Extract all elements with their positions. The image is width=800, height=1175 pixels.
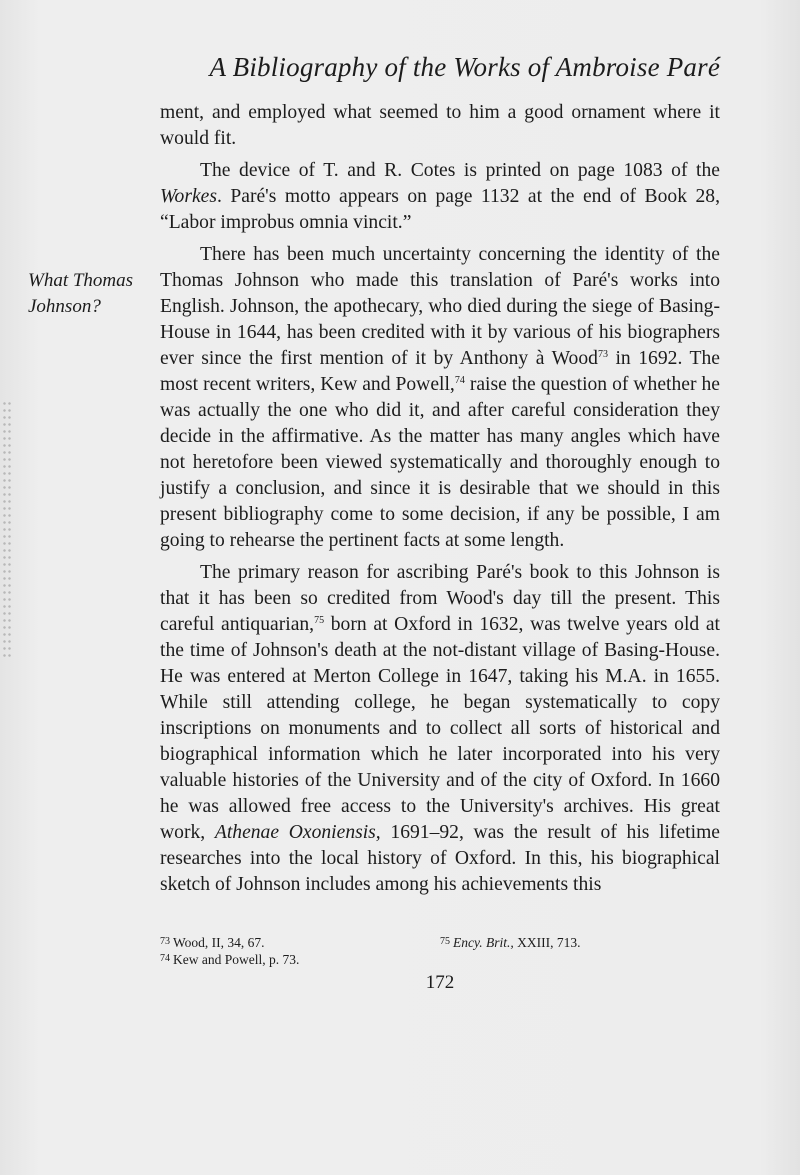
- binding-edge-marks: [2, 400, 12, 660]
- athenae-title: Athenae Oxoniensis,: [214, 822, 381, 843]
- footnote-number: 73: [160, 936, 170, 947]
- paragraph-4-part-d: 1691–92, was the result of his lifetime researches into the local history of Oxford. In this, his biographical sketch of Johnson includes among his achievements this: [160, 822, 721, 895]
- margin-note: [28, 268, 153, 320]
- paragraph-1: ment, and employed what seemed to him a good ornament where it would fit.: [160, 102, 720, 149]
- page-number: 172: [425, 972, 455, 993]
- paragraph-3-part-a: There has been much uncertainty concerning the identity of the Thomas Johnson who made this translation of Paré's works into English. Johnson, the apothecary, who died during the siege of Basing-House in 1644, has been credited with it by various of his biographers ever since the first mention of it by Anthony à Wood: [160, 244, 720, 369]
- footnote-number: 75: [440, 936, 450, 947]
- footnotes-right-column: [440, 934, 720, 951]
- footnote-75: [440, 934, 720, 951]
- margin-note-line-1: What Thomas: [28, 270, 134, 291]
- paragraph-3-part-c: raise the question of whether he was actually the one who did it, and after careful consideration they decide in the affirmative. As the matter has many angles which have not heretofore been viewed systematically and thoroughly enough to justify a conclusion, and since it is desirable that we should in this present bibliography come to some decision, if any be possible, I am going to rehearse the pertinent facts at some length.: [160, 374, 720, 551]
- footnote-number: 74: [160, 953, 170, 964]
- body-text: [160, 100, 720, 898]
- footnote-text: Wood, II, 34, 67.: [173, 935, 265, 950]
- paragraph-4: [160, 560, 720, 898]
- paragraph-2-part-a: The device of T. and R. Cotes is printed on page 1083 of the: [200, 160, 720, 181]
- running-head: A Bibliography of the Works of Ambroise Paré: [209, 52, 720, 82]
- footnote-ref-74: 74: [454, 375, 465, 386]
- paragraph-2-part-c: . Paré's motto appears on page 1132 at the end of Book 28, “Labor improbus omnia vincit.”: [160, 186, 720, 233]
- footnote-73: [160, 934, 430, 951]
- paragraph-3-part-b: in 1692. The most recent writers, Kew and Powell,: [160, 348, 720, 395]
- footnote-text: Kew and Powell, p. 73.: [173, 952, 300, 967]
- footnote-74: [160, 951, 430, 968]
- footnotes-left-column: [160, 934, 430, 968]
- footnote-ref-73: 73: [597, 349, 608, 360]
- footnote-text: XXIII, 713.: [513, 935, 581, 950]
- paragraph-2: [160, 158, 720, 236]
- paragraph-4-part-b: born at Oxford in 1632, was twelve years old at the time of Johnson's death at the not-distant village of Basing-House. He was entered at Merton College in 1647, taking his M.A. in 1655. While still attending college, he began systematically to copy inscriptions on monuments and to collect all sorts of historical and biographical information which he later incorporated into his very valuable histories of the University and of the city of Oxford. In 1660 he was allowed free access to the University's archives. His great work,: [160, 614, 720, 843]
- workes-title: Workes: [160, 186, 217, 207]
- margin-note-line-2: Johnson?: [28, 296, 101, 317]
- footnote-italic-text: Ency. Brit.,: [453, 935, 514, 950]
- footnote-ref-75: 75: [314, 615, 325, 626]
- paragraph-3: [160, 242, 720, 554]
- paragraph-4-part-a: The primary reason for ascribing Paré's book to this Johnson is that it has been so credited from Wood's day till the present. This careful antiquarian,: [160, 562, 720, 635]
